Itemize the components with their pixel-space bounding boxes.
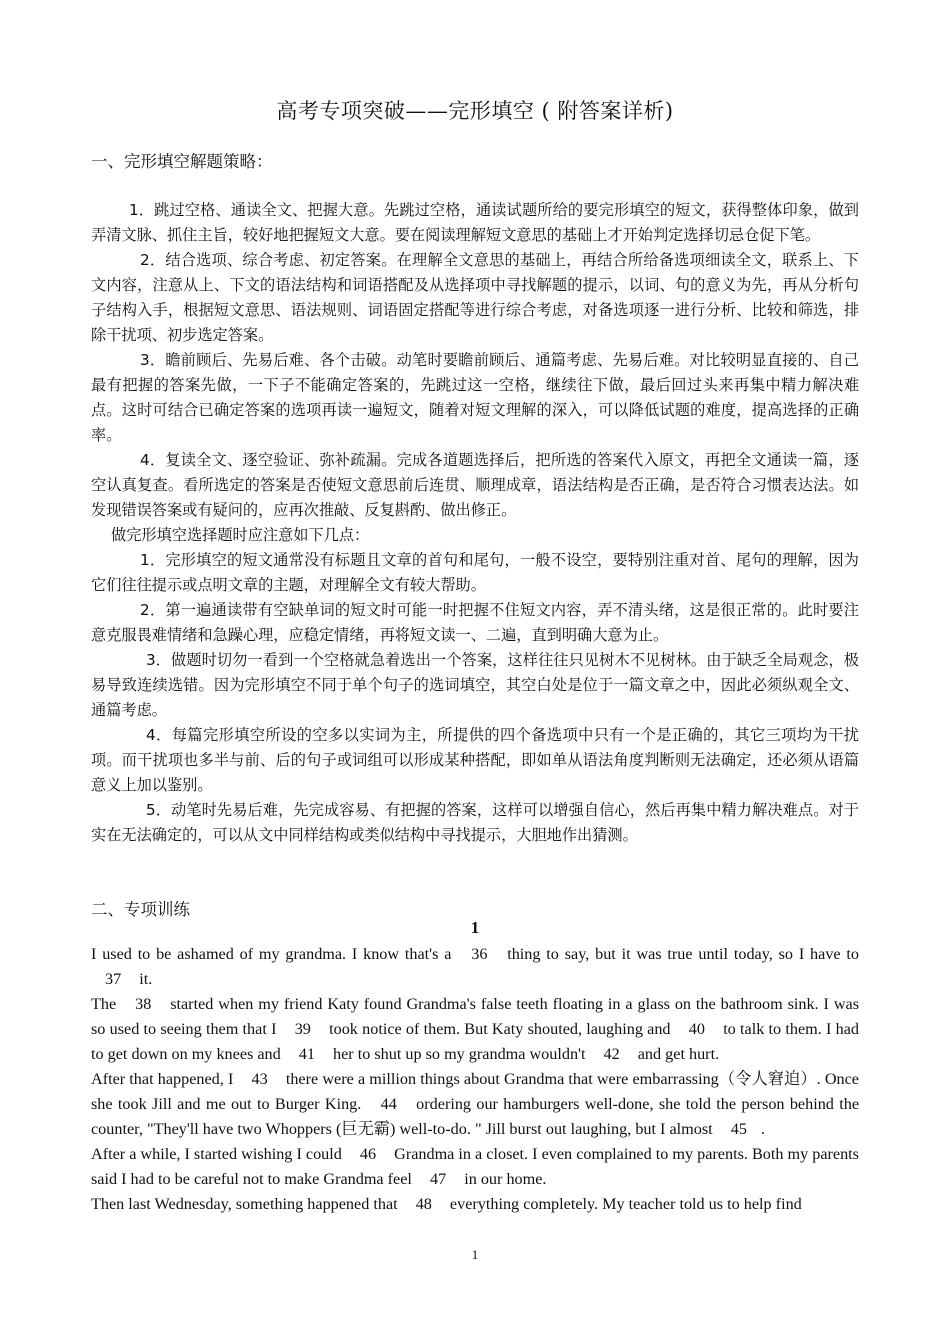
passage-paragraph [91, 942, 859, 992]
passage-text: her to shut up so my grandma wouldn't [328, 1045, 590, 1063]
passage-text: I used to be ashamed of my grandma. I know that's a [91, 945, 458, 963]
passage-text: started when my friend Katy found Grandma's false teeth floating in a glass on the bathroom sink. I was so used to seeing them that I [91, 995, 859, 1038]
passage-text: there were a million things about Grandma that were embarrassing（令人窘迫）. Once she took Jill and me out to Burger King. [91, 1070, 859, 1113]
section2-heading: 二、专项训练 [91, 900, 190, 919]
note-paragraph: 5．动笔时先易后难，先完成容易、有把握的答案，这样可以增强自信心，然后再集中精力解决难点。对于实在无法确定的，可以从文中同样结构或类似结构中寻找提示，大胆地作出猜测。 [91, 801, 859, 844]
blank-number: 42 [603, 1045, 620, 1063]
blank-number: 47 [429, 1170, 447, 1188]
blank-number: 38 [135, 995, 152, 1013]
section1-body [91, 198, 859, 848]
blank-number: 41 [298, 1045, 315, 1063]
blank-number: 39 [294, 1020, 311, 1038]
note-paragraph: 4．每篇完形填空所设的空多以实词为主，所提供的四个备选项中只有一个是正确的，其它三项均为干扰项。而干扰项也多半与前、后的句子或词组可以形成某种搭配，即如单从语法角度判断则无法确定，还必须从语篇意义上加以鉴别。 [91, 726, 859, 794]
passage-paragraph [91, 1067, 859, 1142]
passage-text: it. [135, 970, 153, 988]
passage-paragraph [91, 1142, 859, 1192]
passage-text: Then last Wednesday, something happened that [91, 1195, 402, 1213]
passage-text: thing to say, but it was true until today, so I have to [501, 945, 860, 963]
strategy-paragraph: 4．复读全文、逐空验证、弥补疏漏。完成各道题选择后，把所选的答案代入原文，再把全文通读一篇，逐空认真复查。看所选定的答案是否使短文意思前后连贯、顺理成章，语法结构是否正确，是否符合习惯表达法。如发现错误答案或有疑问的，应再次推敲、反复斟酌、做出修正。 [91, 451, 859, 519]
note-paragraph: 3．做题时切勿一看到一个空格就急着选出一个答案，这样往往只见树木不见树林。由于缺乏全局观念，极易导致连续选错。因为完形填空不同于单个句子的选词填空，其空白处是位于一篇文章之中，因此必须纵观全文、通篇考虑。 [91, 651, 859, 719]
page-title: 高考专项突破——完形填空 ( 附答案详析) [276, 99, 674, 123]
blank-number: 44 [380, 1095, 397, 1113]
strategy-paragraph: 3．瞻前顾后、先易后难、各个击破。动笔时要瞻前顾后、通篇考虑、先易后难。对比较明显直接的、自己最有把握的答案先做，一下子不能确定答案的，先跳过这一空格，继续往下做，最后回过头来再集中精力解决难点。这时可结合已确定答案的选项再读一遍短文，随着对短文理解的深入，可以降低试题的难度，提高选择的正确率。 [91, 351, 859, 444]
passage-text: Grandma in a closet. I even complained to my parents. Both my parents said I had to be careful not to make Grandma feel [91, 1145, 859, 1188]
passage-text: The [91, 995, 122, 1013]
page-number: 1 [471, 1247, 479, 1262]
blank-number: 48 [415, 1195, 432, 1213]
note-paragraph: 2．第一遍通读带有空缺单词的短文时可能一时把握不住短文内容，弄不清头绪，这是很正常的。此时要注意克服畏难情绪和急躁心理，应稳定情绪，再将短文读一、二遍，直到明确大意为止。 [91, 601, 859, 644]
passage-text: took notice of them. But Katy shouted, laughing and [324, 1020, 675, 1038]
passage-paragraph [91, 992, 859, 1067]
passage-paragraph [91, 1192, 859, 1217]
passage-text: in our home. [460, 1170, 547, 1188]
passage-text: and get hurt. [633, 1045, 720, 1063]
note-paragraph: 1．完形填空的短文通常没有标题且文章的首句和尾句，一般不设空，要特别注重对首、尾句的理解，因为它们往往提示或点明文章的主题，对理解全文有较大帮助。 [91, 551, 859, 594]
blank-number: 37 [105, 970, 122, 988]
cloze-passage [91, 942, 859, 1217]
passage-text: After a while, I started wishing I could [91, 1145, 346, 1163]
strategy-paragraph: 2．结合选项、综合考虑、初定答案。在理解全文意思的基础上，再结合所给备选项细读全文，联系上、下文内容，注意从上、下文的语法结构和词语搭配及从选择项中寻找解题的提示，以词、句的意义为先，再从分析句子结构入手，根据短文意思、语法规则、词语固定搭配等进行综合考虑，对备选项逐一进行分析、比较和筛选，排除干扰项、初步选定答案。 [91, 251, 859, 344]
strategy-paragraph: 1．跳过空格、通读全文、把握大意。先跳过空格，通读试题所给的要完形填空的短文，获得整体印象，做到弄清文脉、抓住主旨，较好地把握短文大意。要在阅读理解短文意思的基础上才开始判定选择切忌仓促下笔。 [91, 201, 859, 244]
passage-text: After that happened, I [91, 1070, 238, 1088]
blank-number: 40 [688, 1020, 705, 1038]
blank-number: 46 [359, 1145, 377, 1163]
notes-intro: 做完形填空选择题时应注意如下几点： [111, 526, 370, 544]
passage-text: to talk to them. I had to get down on my knees and [91, 1020, 860, 1063]
passage-text: everything completely. My teacher told us to help find [445, 1195, 802, 1213]
blank-number: 45 [730, 1120, 747, 1138]
passage-number: 1 [470, 918, 480, 937]
section1-heading: 一、完形填空解题策略： [91, 152, 273, 171]
blank-number: 36 [471, 945, 488, 963]
passage-text: . [760, 1120, 765, 1138]
blank-number: 43 [251, 1070, 268, 1088]
passage-text: ordering our hamburgers well-done, she told the person behind the counter, "They'll have two Whoppers (巨无霸) well-to-do. " Jill burst out laughing, but I almost [91, 1095, 860, 1138]
